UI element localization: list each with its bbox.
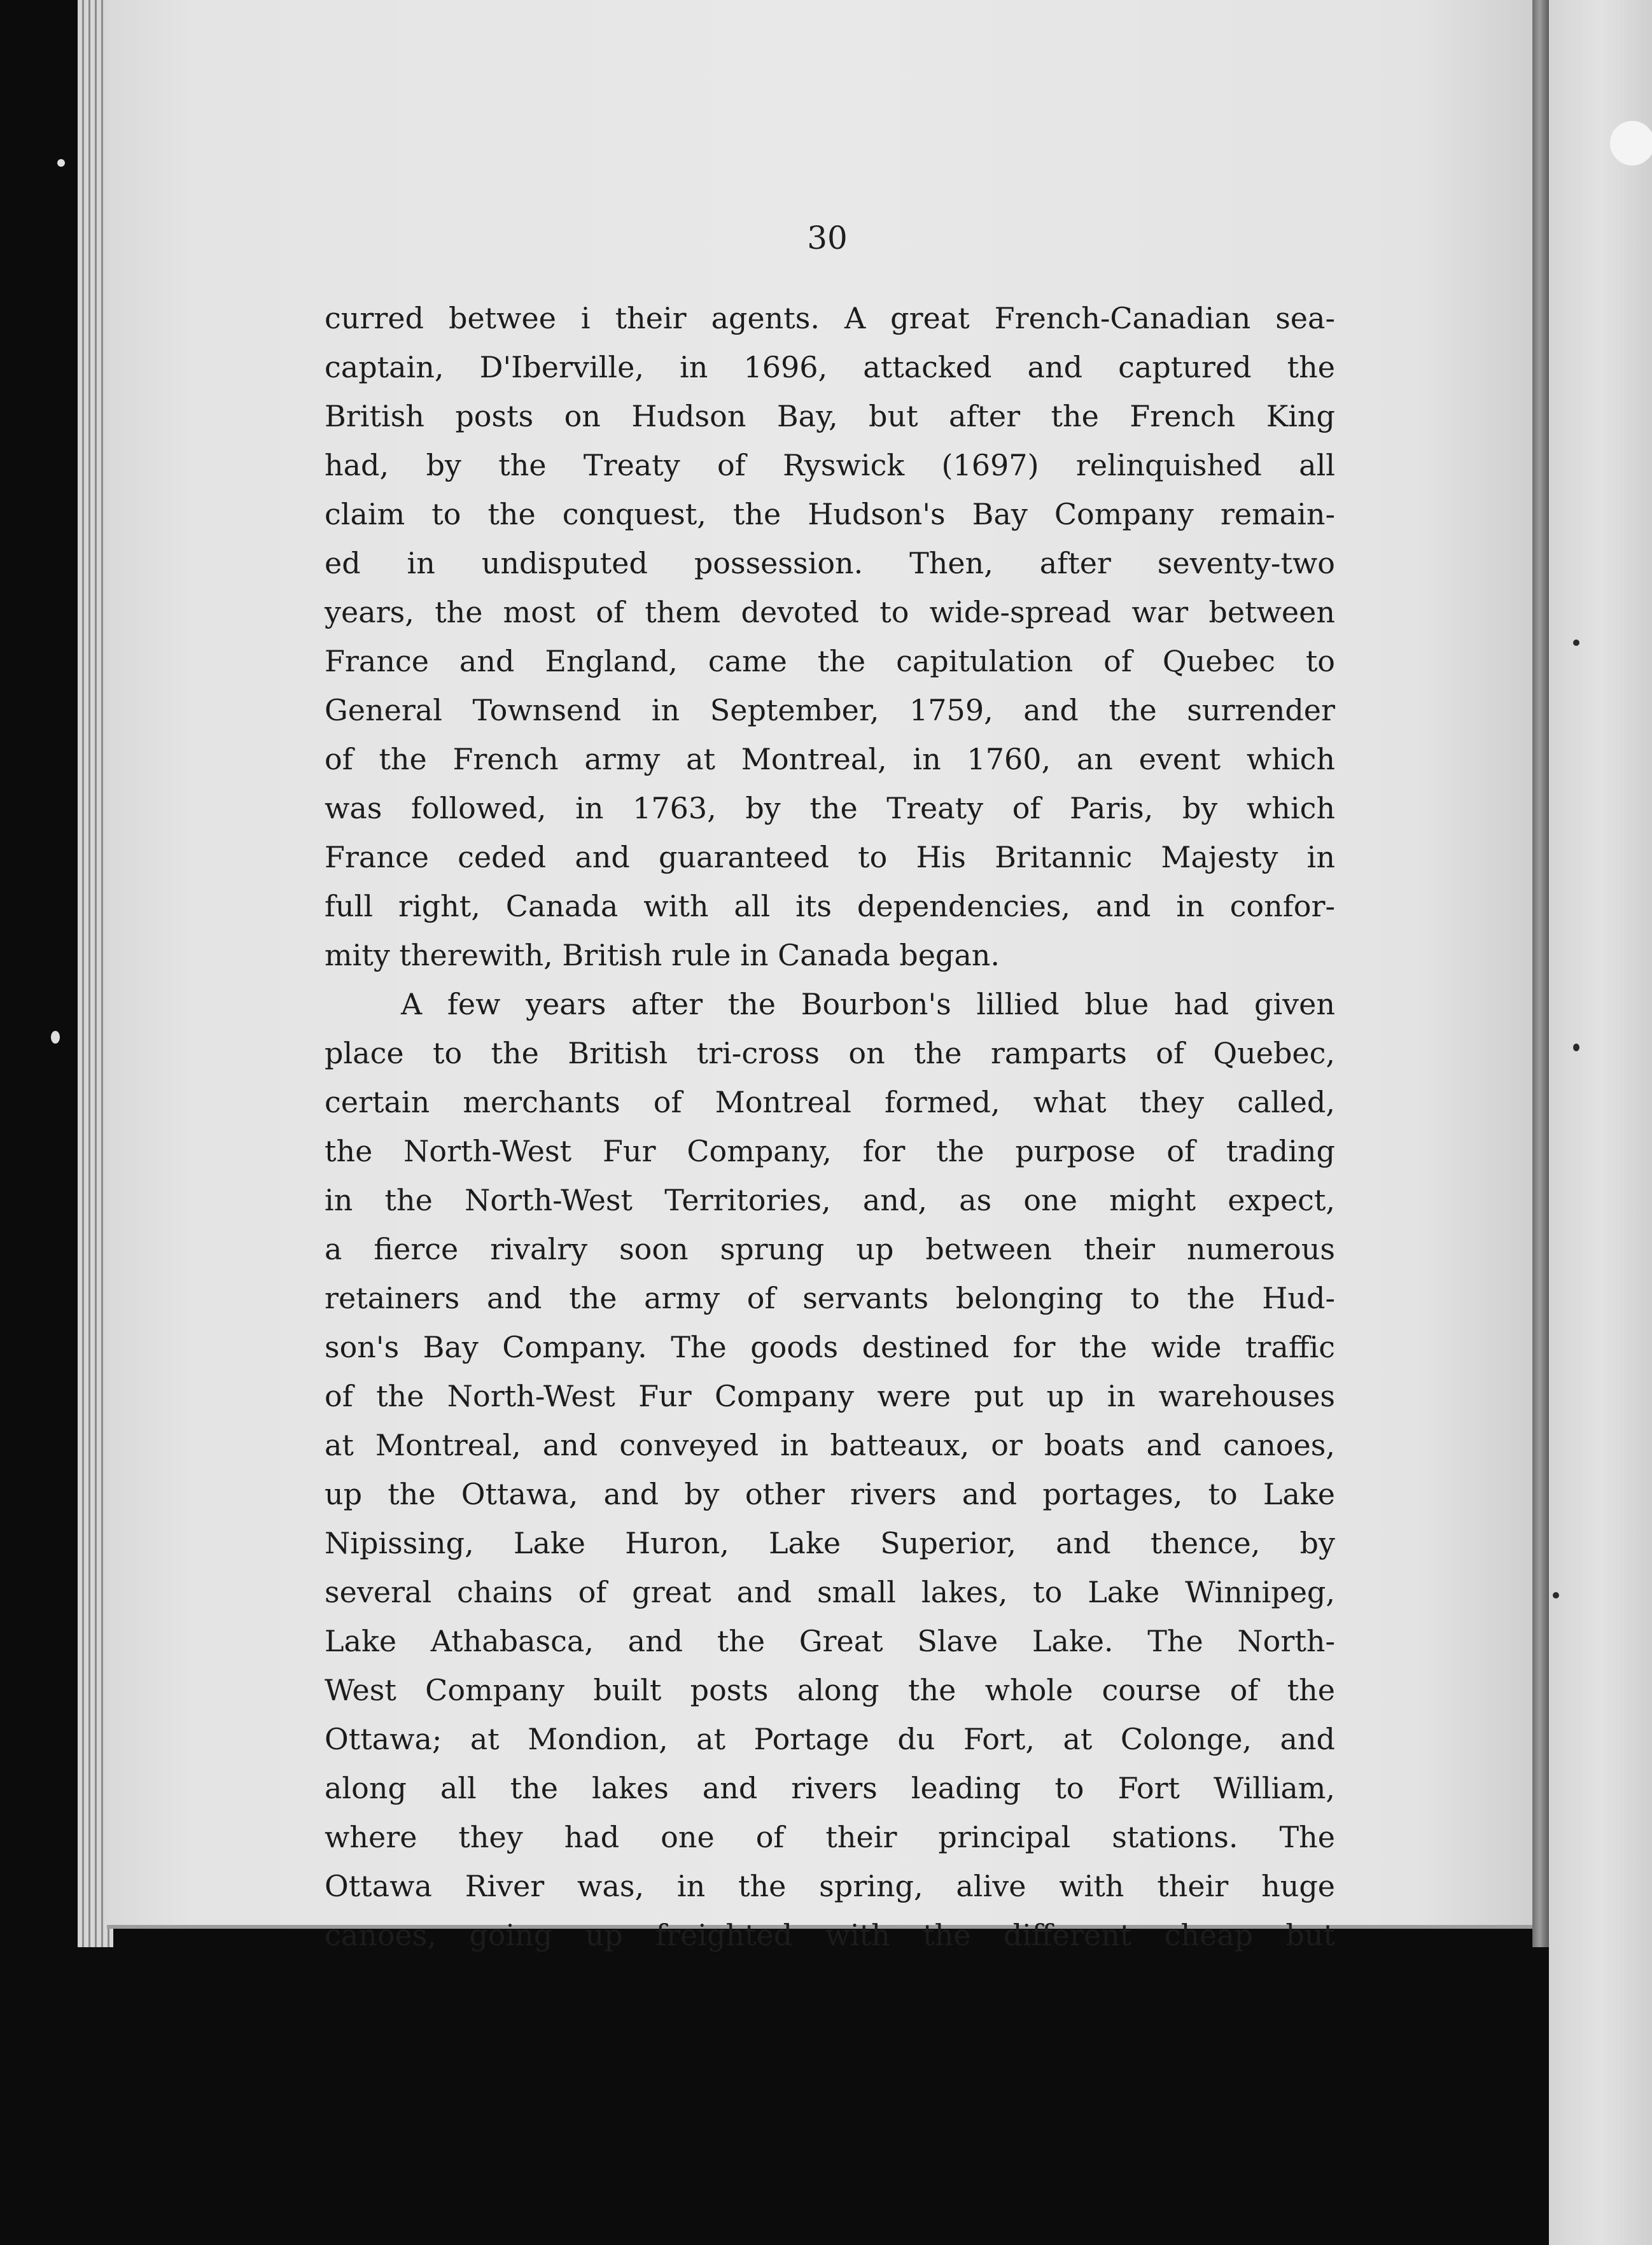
text-line: a fierce rivalry soon sprung up between their numerous [325, 1232, 1335, 1266]
body-text [325, 294, 1335, 1960]
text-line: captain, D'Iberville, in 1696, attacked and captured the [325, 350, 1335, 384]
text-line: at Montreal, and conveyed in batteaux, or boats and canoes, [325, 1428, 1335, 1462]
text-line: up the Ottawa, and by other rivers and portages, to Lake [325, 1477, 1335, 1511]
scan-background [0, 1947, 1549, 2245]
text-line: full right, Canada with all its dependencies, and in confor- [325, 889, 1335, 923]
paragraph-1 [325, 294, 1335, 980]
text-line: in the North-West Territories, and, as one might expect, [325, 1183, 1335, 1217]
text-line: retainers and the army of servants belonging to the Hud- [325, 1281, 1335, 1315]
text-line: Lake Athabasca, and the Great Slave Lake. The North- [325, 1624, 1335, 1658]
page-number: 30 [807, 220, 848, 256]
text-line: claim to the conquest, the Hudson's Bay Company remain- [325, 497, 1335, 531]
text-line: canoes, going up freighted with the different cheap but [325, 1918, 1335, 1952]
scan-speck [1610, 121, 1652, 165]
text-line: place to the British tri-cross on the ramparts of Quebec, [325, 1036, 1335, 1070]
text-line: son's Bay Company. The goods destined for the wide traffic [325, 1330, 1335, 1364]
text-line: where they had one of their principal stations. The [325, 1820, 1335, 1854]
scan-speck [57, 159, 65, 167]
text-line: Ottawa River was, in the spring, alive with their huge [325, 1869, 1335, 1903]
text-line: British posts on Hudson Bay, but after the French King [325, 399, 1335, 433]
text-line: had, by the Treaty of Ryswick (1697) relinquished all [325, 448, 1335, 482]
text-line: several chains of great and small lakes, to Lake Winnipeg, [325, 1575, 1335, 1609]
scan-speck [1553, 1592, 1559, 1598]
text-line: Ottawa; at Mondion, at Portage du Fort, at Colonge, and [325, 1722, 1335, 1756]
text-line: of the North-West Fur Company were put up in warehouses [325, 1379, 1335, 1413]
text-line: mity therewith, British rule in Canada began. [325, 938, 1000, 972]
text-line: ed in undisputed possession. Then, after seventy-two [325, 546, 1335, 580]
text-line: was followed, in 1763, by the Treaty of Paris, by which [325, 791, 1335, 825]
text-line: Nipissing, Lake Huron, Lake Superior, and thence, by [325, 1526, 1335, 1560]
text-line: the North-West Fur Company, for the purpose of trading [325, 1134, 1335, 1168]
text-line: West Company built posts along the whole course of the [325, 1673, 1335, 1707]
text-line: General Townsend in September, 1759, and the surrender [325, 693, 1335, 727]
text-line: curred betwee i their agents. A great French-Canadian sea- [325, 301, 1335, 335]
text-line: along all the lakes and rivers leading to Fort William, [325, 1771, 1335, 1805]
paragraph-2 [325, 980, 1335, 1960]
text-line: of the French army at Montreal, in 1760, an event which [325, 742, 1335, 776]
scan-speck [51, 1031, 60, 1044]
scan-speck [1573, 1044, 1579, 1051]
text-line: certain merchants of Montreal formed, what they called, [325, 1085, 1335, 1119]
scan-speck [1573, 640, 1579, 646]
text-line: A few years after the Bourbon's lillied blue had given [401, 987, 1335, 1021]
text-line: France ceded and guaranteed to His Britannic Majesty in [325, 840, 1335, 874]
book-gutter [1532, 0, 1549, 1947]
text-line: France and England, came the capitulation of Quebec to [325, 644, 1335, 678]
facing-page-edge [1549, 0, 1652, 2245]
text-line: years, the most of them devoted to wide-spread war between [325, 595, 1335, 629]
